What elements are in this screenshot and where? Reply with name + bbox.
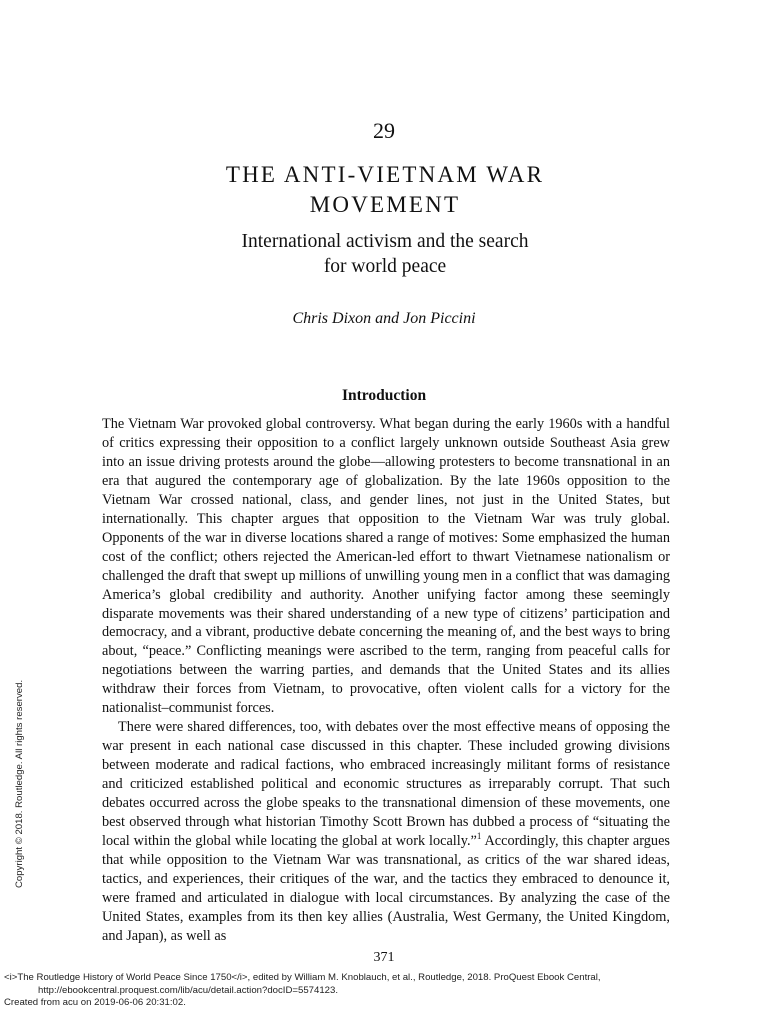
chapter-title — [100, 160, 670, 220]
citation-footer — [4, 972, 624, 1010]
citation-line-2[interactable]: http://ebookcentral.proquest.com/lib/acu/detail.action?docID=5574123. — [38, 984, 339, 996]
chapter-title-line-1: THE ANTI-VIETNAM WAR — [225, 162, 545, 187]
paragraph-2-text: There were shared differences, too, with debates over the most effective means of opposing the war present in each national case discussed in this chapter. These included growing divisions between moderate and radical factions, who embraced increasingly militant forms of resistance and criticized established political and economic structures as irreparably corrupt. That such debates occurred across the globe speaks to the transnational dimension of these movements, one best observed through what historian Timothy Scott Brown has dubbed a process of “situating the local within the global while locating the global at work locally.” — [102, 719, 670, 849]
paragraph-2 — [102, 718, 670, 945]
citation-line-3: Created from acu on 2019-06-06 20:31:02. — [4, 997, 186, 1008]
paragraph-2-text-continued: Accordingly, this chapter argues that while opposition to the Vietnam War was transnational, as critics of the war shared ideas, tactics, and experiences, their critiques of the war, and the tactics they embraced to denounce it, were framed and articulated in dialogue with local circumstances. By analyzing the case of the United States, examples from its then key allies (Australia, West Germany, the United Kingdom, and Japan), as well as — [102, 832, 670, 944]
chapter-authors: Chris Dixon and Jon Piccini — [292, 310, 476, 327]
chapter-subtitle-line-1: International activism and the search — [241, 231, 529, 252]
page-number: 371 — [373, 950, 395, 965]
body-text — [102, 415, 670, 946]
copyright-notice: Copyright © 2018. Routledge. All rights reserved. — [14, 679, 25, 888]
paragraph-1: The Vietnam War provoked global controversy. What began during the early 1960s with a handful of critics expressing their opposition to a conflict largely unknown outside Southeast Asia grew into an issue driving protests around the globe—allowing protesters to become transnational in an era that augured the contemporary age of globalization. By the late 1960s opposition to the Vietnam War crossed national, class, and gender lines, not just in the United States, but internationally. This chapter argues that opposition to the Vietnam War was truly global. Opponents of the war in diverse locations shared a range of motives: Some emphasized the human cost of the conflict; others rejected the American-led effort to thwart Vietnamese nationalism or challenged the draft that swept up millions of unwilling young men in a conflict that was damaging America’s global credibility and authority. Another unifying factor among these seemingly disparate movements was their shared understanding of a new type of citizens’ participation and democracy, and a vibrant, productive debate concerning the meaning of, and the best ways to bring about, “peace.” Conflicting meanings were ascribed to the term, ranging from peaceful calls for negotiations between the warring parties, and demands that the United States and its allies withdraw their forces from Vietnam, to provocative, often violent calls for a victory for the nationalist–communist forces. — [102, 416, 670, 717]
chapter-subtitle — [150, 229, 620, 279]
citation-line-1: <i>The Routledge History of World Peace Since 1750</i>, edited by William M. Knoblauch, et al., Routledge, 2018. ProQuest Ebook Central, — [4, 972, 601, 983]
section-heading: Introduction — [341, 387, 427, 404]
footnote-marker[interactable]: 1 — [476, 831, 482, 842]
chapter-title-line-2: MOVEMENT — [309, 192, 461, 217]
chapter-number: 29 — [373, 118, 395, 143]
chapter-subtitle-line-2: for world peace — [323, 256, 447, 277]
